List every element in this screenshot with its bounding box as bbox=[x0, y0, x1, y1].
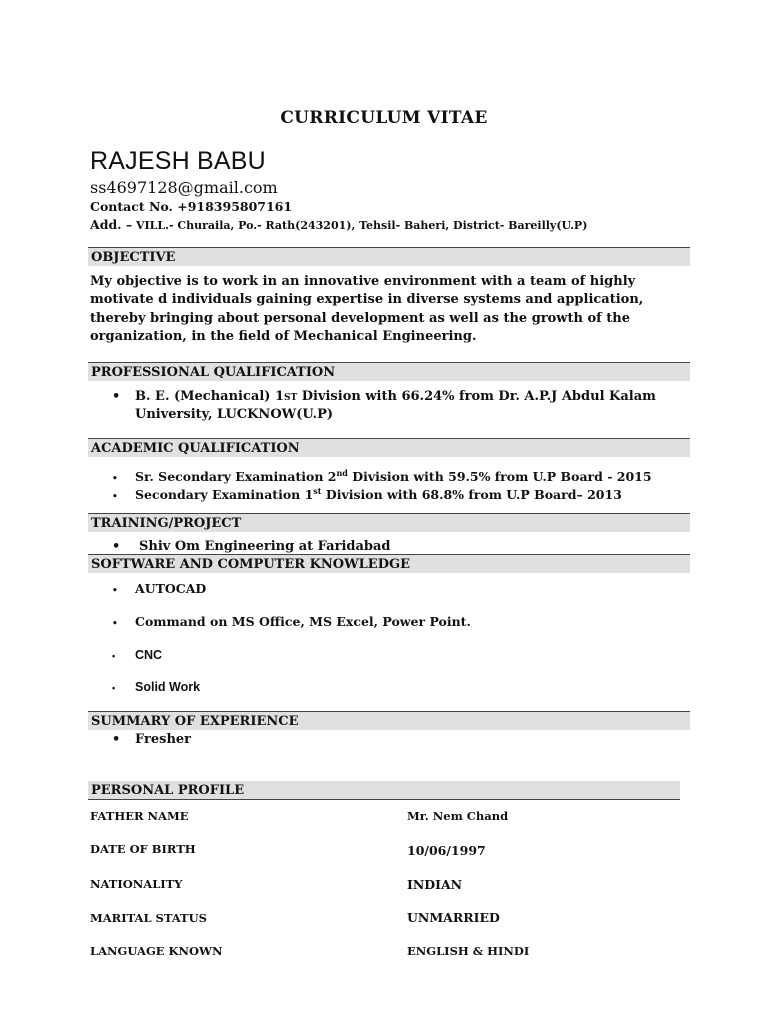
bullet-icon: • bbox=[112, 492, 118, 503]
list-item bbox=[112, 646, 162, 665]
profile-label-marital: MARITAL STATUS bbox=[90, 911, 207, 925]
professional-item-end: Division with 66.24% from Dr. A.P.J Abdul Kalam bbox=[297, 389, 656, 404]
professional-item-start: B. E. (Mechanical) 1 bbox=[135, 389, 284, 404]
bullet-icon: • bbox=[112, 619, 118, 629]
objective-text: My objective is to work in an innovative environment with a team of highly motivate d individuals gaining expertise in diverse systems and application, thereby bringing about personal development as well as the growth of the organization, in the field of Mechanical Engineering. bbox=[90, 274, 644, 344]
section-heading-software: SOFTWARE AND COMPUTER KNOWLEDGE bbox=[88, 554, 690, 573]
section-heading-experience: SUMMARY OF EXPERIENCE bbox=[88, 711, 690, 730]
address-label: Add. – bbox=[90, 217, 133, 232]
training-item: Shiv Om Engineering at Faridabad bbox=[139, 539, 391, 554]
academic-item2-sup: st bbox=[313, 486, 322, 496]
section-heading-academic: ACADEMIC QUALIFICATION bbox=[88, 438, 690, 457]
profile-label-dob: DATE OF BIRTH bbox=[90, 842, 196, 856]
profile-label-nationality: NATIONALITY bbox=[90, 877, 183, 891]
bullet-icon: • bbox=[112, 651, 116, 661]
bullet-icon: • bbox=[112, 539, 121, 554]
software-item-cnc: CNC bbox=[135, 648, 163, 662]
academic-item1-sup: nd bbox=[336, 468, 348, 478]
contact-number: Contact No. +918395807161 bbox=[90, 199, 293, 214]
section-heading-personal: PERSONAL PROFILE bbox=[88, 781, 680, 800]
bullet-icon: • bbox=[112, 683, 116, 693]
profile-value-nationality: INDIAN bbox=[407, 877, 463, 892]
section-heading-objective: OBJECTIVE bbox=[88, 247, 690, 266]
profile-value-marital: UNMARRIED bbox=[407, 910, 500, 925]
address-line bbox=[90, 217, 587, 232]
document-title: CURRICULUM VITAE bbox=[280, 108, 488, 128]
bullet-icon: • bbox=[112, 732, 121, 747]
software-item-autocad: AUTOCAD bbox=[135, 581, 207, 596]
list-item bbox=[112, 388, 656, 407]
profile-value-language: ENGLISH & HINDI bbox=[407, 944, 530, 958]
candidate-name: RAJESH BABU bbox=[90, 147, 266, 175]
email-address: ss4697128@gmail.com bbox=[90, 178, 278, 197]
list-item bbox=[112, 482, 622, 506]
list-item bbox=[112, 613, 471, 633]
profile-value-father: Mr. Nem Chand bbox=[407, 809, 509, 823]
list-item bbox=[112, 731, 191, 749]
academic-item1-end: Division with 59.5% from U.P Board - 2015 bbox=[347, 469, 652, 485]
academic-item1-start: Sr. Secondary Examination 2 bbox=[135, 469, 337, 485]
experience-item: Fresher bbox=[135, 732, 192, 747]
bullet-icon: • bbox=[112, 474, 118, 485]
profile-label-language: LANGUAGE KNOWN bbox=[90, 944, 223, 958]
bullet-icon: • bbox=[112, 586, 118, 596]
address-text: VILL.- Churaila, Po.- Rath(243201), Tehsil- Baheri, District- Bareilly(U.P) bbox=[135, 219, 588, 232]
bullet-icon: • bbox=[112, 389, 121, 404]
profile-value-dob: 10/06/1997 bbox=[407, 843, 486, 858]
academic-item2-end: Division with 68.8% from U.P Board– 2013 bbox=[321, 487, 622, 503]
list-item bbox=[112, 580, 206, 600]
list-item bbox=[112, 678, 200, 697]
section-heading-professional: PROFESSIONAL QUALIFICATION bbox=[88, 362, 690, 381]
software-item-ms-office: Command on MS Office, MS Excel, Power Point. bbox=[135, 614, 471, 629]
software-item-solidwork: Solid Work bbox=[135, 680, 201, 694]
academic-item2-start: Secondary Examination 1 bbox=[135, 487, 314, 503]
section-heading-training: TRAINING/PROJECT bbox=[88, 513, 690, 532]
profile-label-father: FATHER NAME bbox=[90, 809, 189, 823]
professional-item-line2: University, LUCKNOW(U.P) bbox=[135, 407, 333, 422]
professional-item-sup: ST bbox=[284, 393, 298, 403]
